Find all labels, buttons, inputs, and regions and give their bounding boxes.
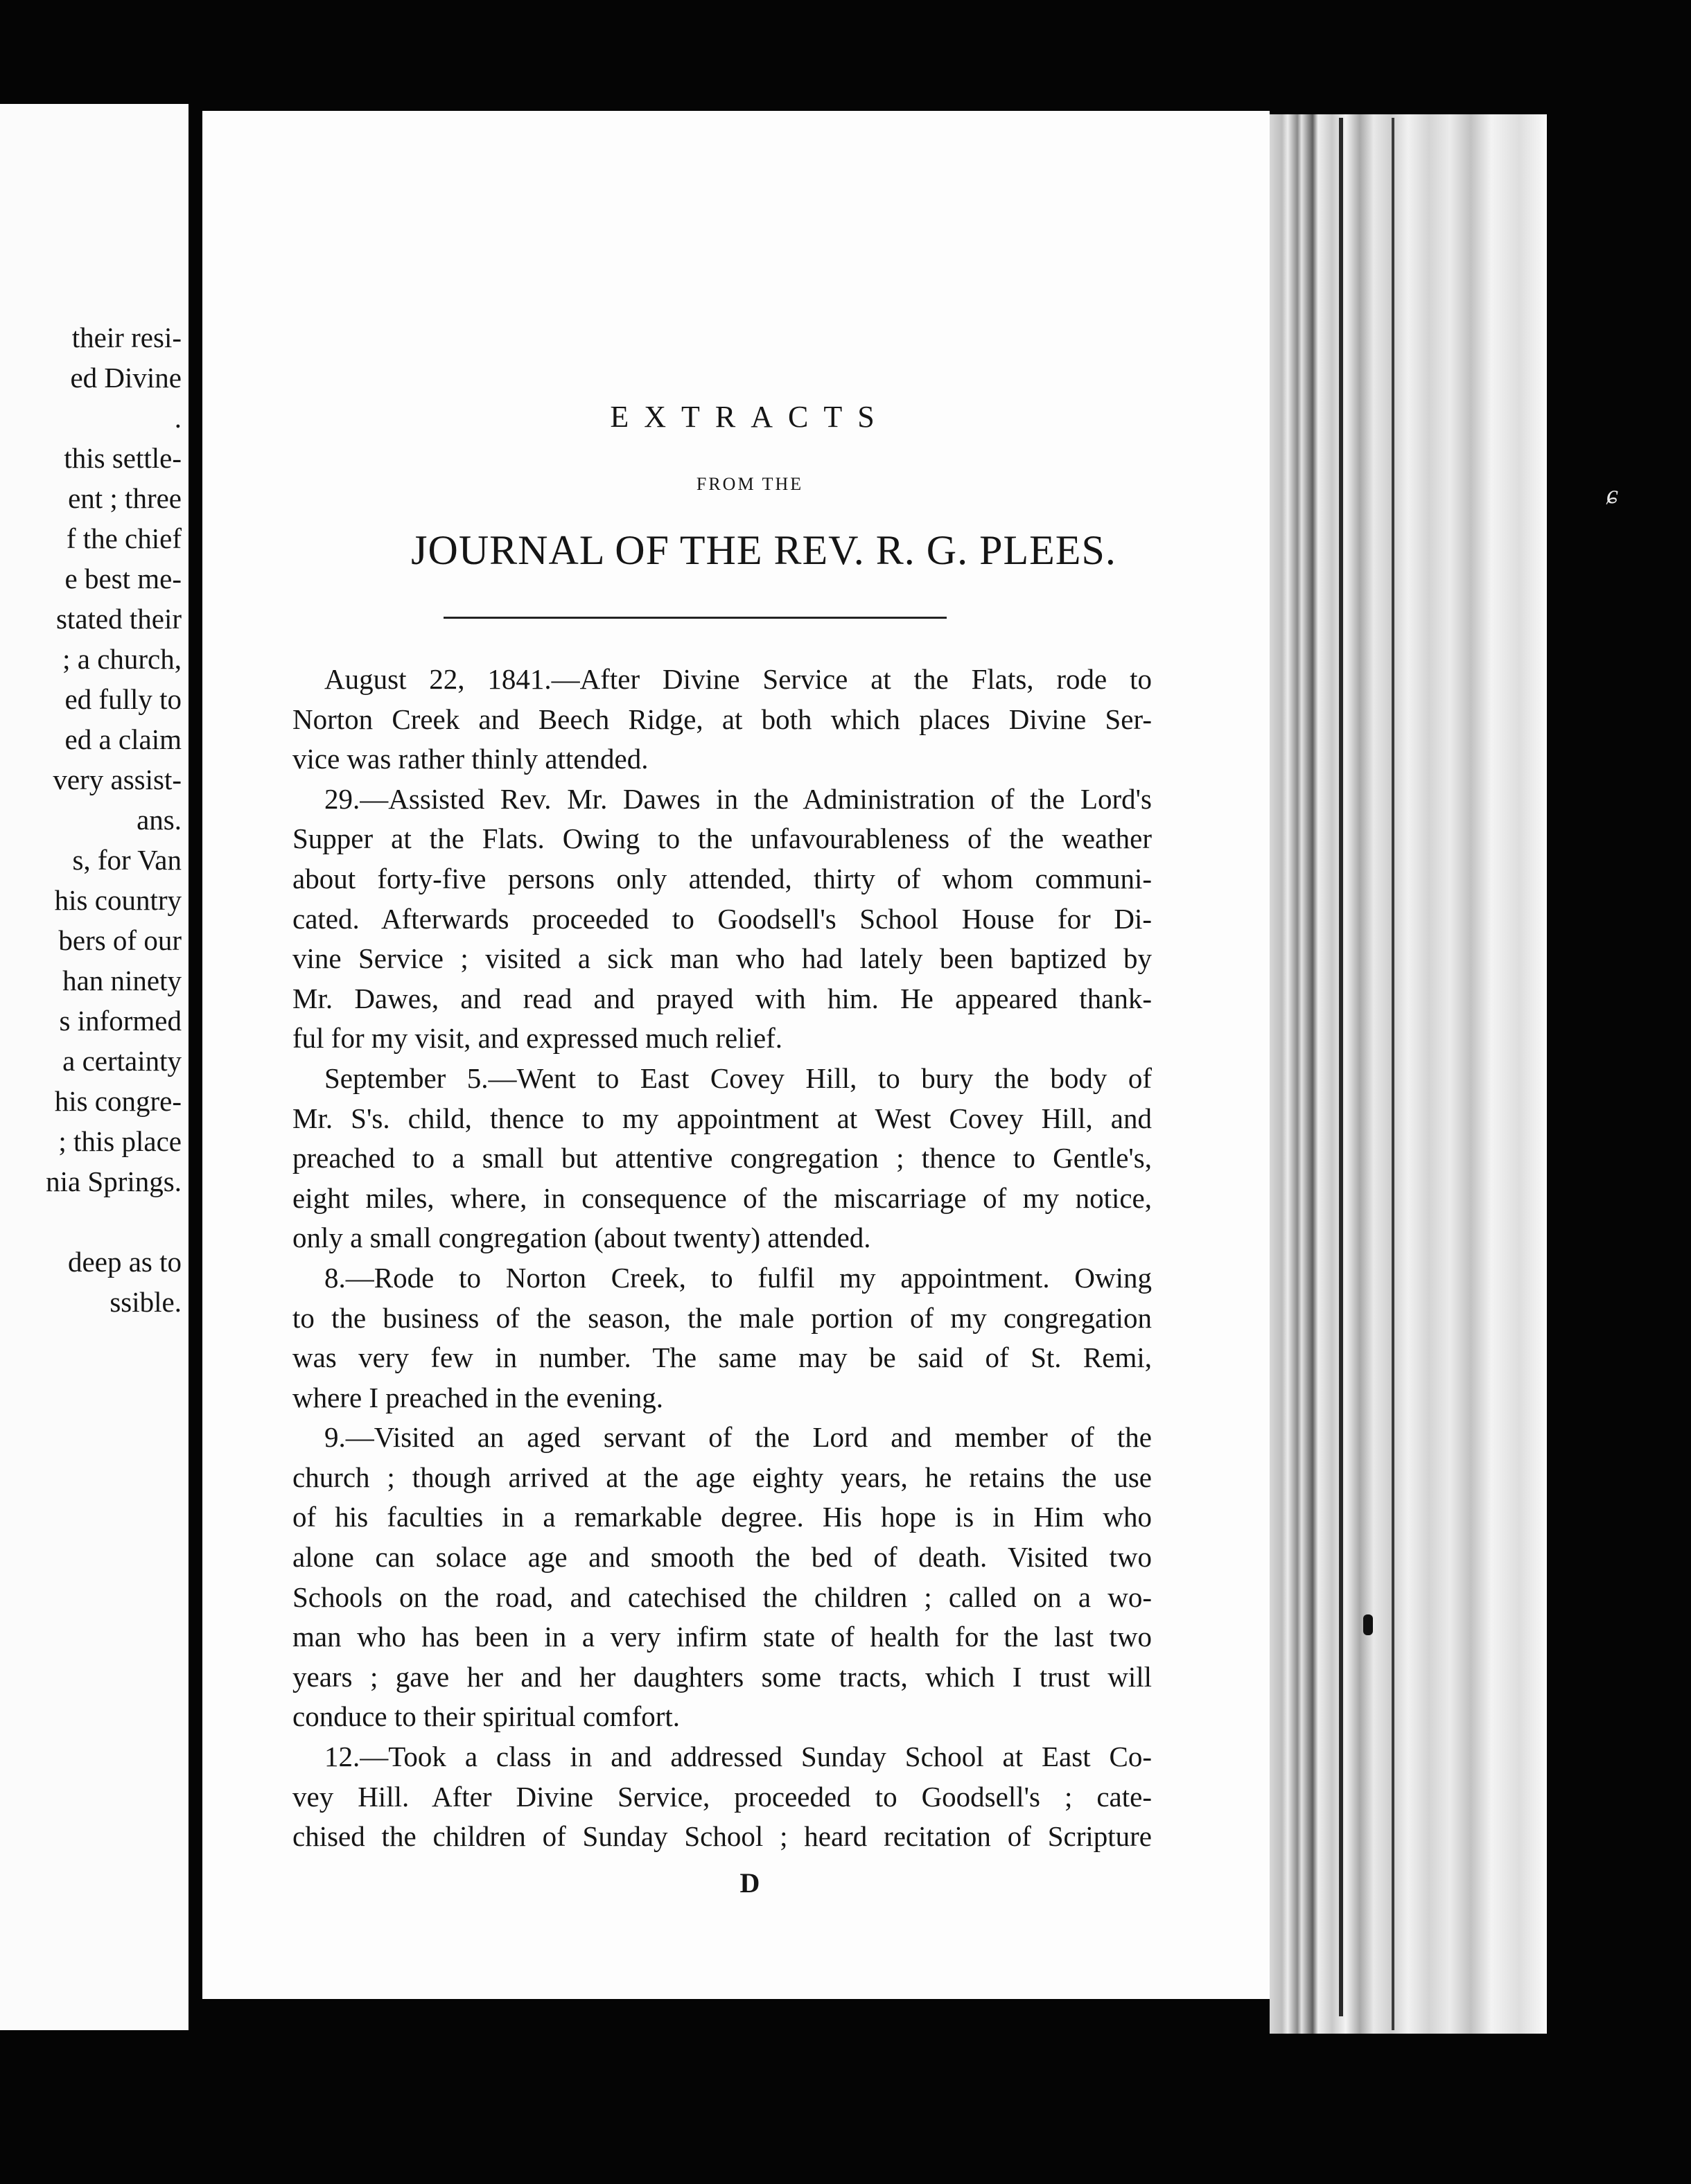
left-line: their resi- [71, 322, 182, 353]
journal-body [292, 660, 1152, 1857]
left-line: his congre- [54, 1085, 182, 1117]
body-line: Norton Creek and Beech Ridge, at both which places Divine Ser- [292, 703, 1152, 735]
body-line: chised the children of Sunday School ; heard recitation of Scripture [292, 1820, 1152, 1853]
left-line: ; a church, [62, 643, 182, 675]
page-edge-mark [1363, 1614, 1373, 1635]
signature-mark: D [739, 1867, 760, 1899]
left-line: ent ; three [68, 482, 182, 514]
left-facing-page [0, 104, 189, 2030]
body-line: 29.—Assisted Rev. Mr. Dawes in the Administration of the Lord's [324, 782, 1152, 815]
heading-extracts: EXTRACTS [610, 400, 890, 434]
margin-pencil-mark: ɕ [1606, 480, 1618, 509]
body-line: Mr. Dawes, and read and prayed with him. He appeared thank- [292, 982, 1152, 1014]
left-line: his country [54, 884, 182, 916]
left-line: ssible. [109, 1286, 182, 1318]
body-line: eight miles, where, in consequence of the miscarriage of my notice, [292, 1181, 1152, 1214]
body-line: Schools on the road, and catechised the children ; called on a wo- [292, 1580, 1152, 1613]
body-line: 8.—Rode to Norton Creek, to fulfil my appointment. Owing [324, 1261, 1152, 1294]
body-line: 9.—Visited an aged servant of the Lord and member of the [324, 1421, 1152, 1454]
left-line: deep as to [68, 1246, 182, 1278]
left-line: ed Divine [70, 362, 182, 394]
left-line: bers of our [58, 924, 182, 956]
left-line: a certainty [62, 1045, 182, 1077]
body-line: vey Hill. After Divine Service, proceeded to Goodsell's ; cate- [292, 1780, 1152, 1813]
body-line: vine Service ; visited a sick man who had lately been baptized by [292, 942, 1152, 975]
book-page-edges [1270, 114, 1547, 2034]
left-line [0, 1201, 182, 1242]
page-edge-line [1392, 118, 1394, 2030]
title-rule-divider [444, 617, 947, 619]
journal-page [202, 111, 1270, 1999]
left-line: nia Springs. [46, 1165, 182, 1197]
body-line: ful for my visit, and expressed much relief. [292, 1022, 783, 1055]
body-line: to the business of the season, the male portion of my congregation [292, 1301, 1152, 1334]
left-line: ans. [137, 804, 182, 836]
body-line: cated. Afterwards proceeded to Goodsell's School House for Di- [292, 902, 1152, 935]
body-line: of his faculties in a remarkable degree. His hope is in Him who [292, 1501, 1152, 1533]
page-edge-line [1339, 118, 1343, 2016]
left-line: . [174, 402, 182, 434]
left-line: s informed [59, 1005, 182, 1037]
body-line: about forty-five persons only attended, thirty of whom communi- [292, 862, 1152, 895]
body-line: Mr. S's. child, thence to my appointment at West Covey Hill, and [292, 1102, 1152, 1134]
body-line: vice was rather thinly attended. [292, 743, 649, 775]
body-line: 12.—Took a class in and addressed Sunday School at East Co- [324, 1741, 1152, 1773]
left-line: stated their [55, 603, 182, 635]
body-line: where I preached in the evening. [292, 1381, 664, 1414]
page-title: JOURNAL OF THE REV. R. G. PLEES. [411, 527, 1116, 573]
body-line: church ; though arrived at the age eighty years, he retains the use [292, 1461, 1152, 1493]
body-line: was very few in number. The same may be said of St. Remi, [292, 1341, 1152, 1374]
body-line: man who has been in a very infirm state of health for the last two [292, 1621, 1152, 1653]
body-line: August 22, 1841.—After Divine Service at the Flats, rode to [324, 663, 1152, 695]
left-line: e best me- [64, 563, 182, 595]
body-line: preached to a small but attentive congregation ; thence to Gentle's, [292, 1142, 1152, 1174]
body-line: September 5.—Went to East Covey Hill, to bury the body of [324, 1062, 1152, 1094]
left-line: ed fully to [64, 683, 182, 715]
left-line: this settle- [64, 442, 182, 474]
body-line: only a small congregation (about twenty) attended. [292, 1222, 871, 1254]
body-line: years ; gave her and her daughters some tracts, which I trust will [292, 1660, 1152, 1693]
left-line: ; this place [58, 1125, 182, 1157]
left-line: ed a claim [64, 723, 182, 755]
left-line: s, for Van [72, 844, 182, 876]
body-line: alone can solace age and smooth the bed of death. Visited two [292, 1541, 1152, 1574]
left-line: very assist- [53, 764, 182, 795]
left-page-text [0, 317, 182, 1322]
body-line: Supper at the Flats. Owing to the unfavourableness of the weather [292, 822, 1152, 855]
heading-from-the: FROM THE [696, 474, 804, 494]
left-line: han ninety [62, 965, 182, 996]
body-line: conduce to their spiritual comfort. [292, 1700, 681, 1733]
left-line: f the chief [66, 522, 182, 554]
